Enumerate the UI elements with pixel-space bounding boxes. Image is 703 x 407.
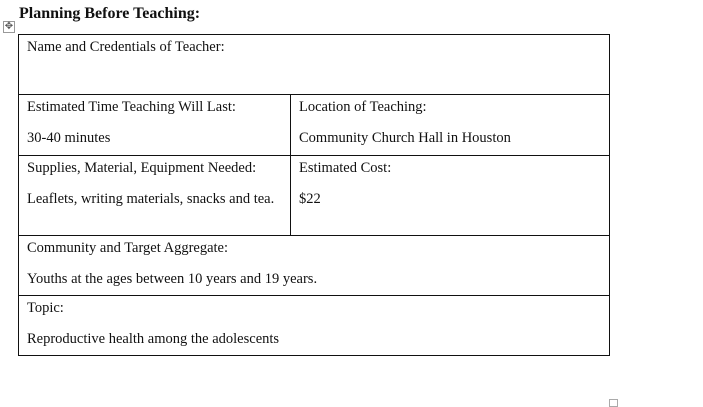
value: Youths at the ages between 10 years and 19 years. xyxy=(27,271,318,287)
cell-cost[interactable] xyxy=(291,156,610,236)
cell-name-credentials[interactable] xyxy=(19,35,610,95)
section-title: Planning Before Teaching: xyxy=(19,5,201,22)
cell-estimated-time[interactable] xyxy=(19,95,291,156)
cell-supplies[interactable] xyxy=(19,156,291,236)
cell-community[interactable] xyxy=(19,236,610,296)
label: Estimated Cost: xyxy=(299,160,392,176)
label: Topic: xyxy=(27,300,64,316)
label: Community and Target Aggregate: xyxy=(27,240,229,256)
value: 30-40 minutes xyxy=(27,130,111,146)
label: Name and Credentials of Teacher: xyxy=(27,39,225,55)
label: Estimated Time Teaching Will Last: xyxy=(27,99,236,115)
cell-location[interactable] xyxy=(291,95,610,156)
value: $22 xyxy=(299,191,321,207)
table-resize-handle-icon[interactable] xyxy=(609,399,618,407)
value: Reproductive health among the adolescents xyxy=(27,331,280,347)
value: Community Church Hall in Houston xyxy=(299,130,511,146)
label: Location of Teaching: xyxy=(299,99,427,115)
table-move-handle-icon[interactable]: ✥ xyxy=(4,21,14,32)
planning-table xyxy=(18,34,610,356)
value: Leaflets, writing materials, snacks and tea. xyxy=(27,191,275,207)
cell-topic[interactable] xyxy=(19,296,610,356)
label: Supplies, Material, Equipment Needed: xyxy=(27,160,257,176)
